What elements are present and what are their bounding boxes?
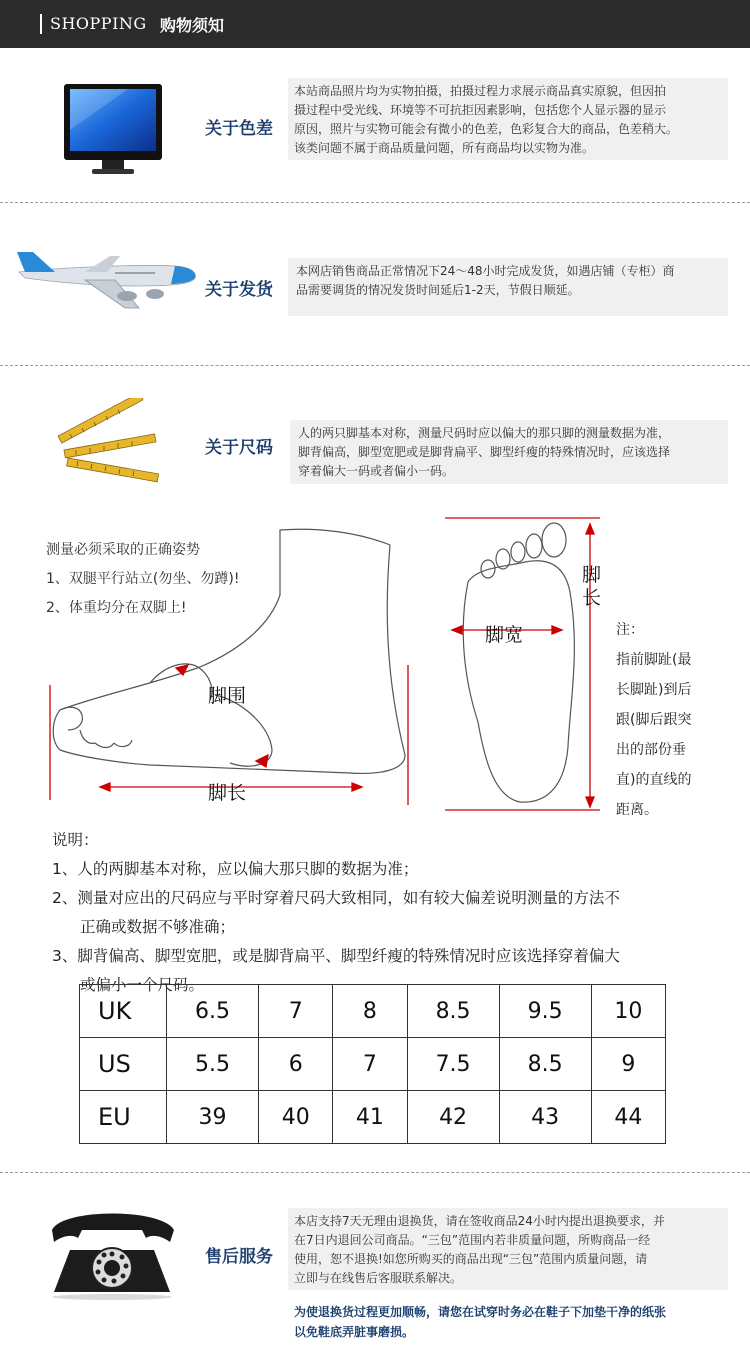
explain-line: 正确或数据不够准确； [80, 918, 236, 936]
table-cell: 8 [333, 985, 407, 1038]
explain-line: 3、脚背偏高、脚型宽肥，或是脚背扁平、脚型纤瘦的特殊情况时应该选择穿着偏大 [52, 947, 620, 965]
table-cell: 7 [259, 985, 333, 1038]
aftersales-note [294, 1302, 666, 1342]
measure-item: 1、双腿平行站立(勿坐、勿蹲)! [46, 571, 240, 587]
explain-line: 2、测量对应出的尺码应与平时穿着尺码大致相同，如有较大偏差说明测量的方法不 [52, 889, 620, 907]
text-line: 穿着偏大一码或者偏小一码。 [298, 464, 455, 478]
table-cell: 8.5 [407, 985, 499, 1038]
text-line: 使用，恕不退换!如您所购买的商品出现“三包”范围内质量问题，请 [294, 1252, 648, 1266]
measure-title: 测量必须采取的正确姿势 [46, 542, 200, 558]
foot-side-diagram [40, 525, 430, 815]
text-line: 本网店销售商品正常情况下24～48小时完成发货，如遇店铺（专柜）商 [296, 264, 675, 278]
note-line: 注： [616, 622, 644, 638]
table-cell: 9.5 [499, 985, 591, 1038]
table-cell: 6.5 [167, 985, 259, 1038]
divider [0, 365, 750, 366]
page-header [0, 0, 750, 48]
airplane-icon [15, 242, 200, 314]
divider [0, 202, 750, 203]
table-row-eu [80, 1091, 666, 1144]
note-line: 跟(脚后跟突 [616, 712, 692, 728]
text-line: 为使退换货过程更加顺畅，请您在试穿时务必在鞋子下加垫干净的纸张 [294, 1305, 667, 1319]
table-row-uk [80, 985, 666, 1038]
telephone-icon [42, 1200, 182, 1300]
folding-ruler-icon [50, 398, 160, 486]
section-text-color [294, 82, 734, 158]
label-length-vertical [582, 564, 601, 610]
size-explanation [52, 826, 722, 1000]
table-cell: 6 [259, 1038, 333, 1091]
label-char: 长 [582, 587, 602, 609]
table-cell: 44 [591, 1091, 665, 1144]
note-line: 直)的直线的 [616, 772, 692, 788]
note-line: 指前脚趾(最 [616, 652, 692, 668]
text-line: 该类问题不属于商品质量问题，所有商品均以实物为准。 [294, 141, 595, 155]
table-cell: 9 [591, 1038, 665, 1091]
text-line: 品需要调货的情况发货时间延后1-2天，节假日顺延。 [296, 283, 580, 297]
table-cell: 43 [499, 1091, 591, 1144]
table-cell: 39 [167, 1091, 259, 1144]
note-line: 出的部份垂 [616, 742, 686, 758]
label-girth: 脚围 [208, 685, 247, 707]
text-line: 本店支持7天无理由退换货，请在签收商品24小时内提出退换要求，并 [294, 1214, 665, 1228]
table-cell: 42 [407, 1091, 499, 1144]
table-row-label: US [80, 1038, 167, 1091]
size-chart-table [79, 984, 666, 1144]
section-text-aftersales [294, 1212, 734, 1288]
table-cell: 7.5 [407, 1038, 499, 1091]
table-cell: 7 [333, 1038, 407, 1091]
header-title-cn: 购物须知 [160, 16, 225, 35]
section-text-shipping [296, 262, 736, 300]
table-cell: 10 [591, 985, 665, 1038]
text-line: 以免鞋底弄脏事磨损。 [294, 1325, 415, 1339]
header-divider [40, 14, 42, 34]
text-line: 原因，照片与实物可能会有微小的色差，色彩复合大的商品，色差稍大。 [294, 122, 679, 136]
table-row-label: UK [80, 985, 167, 1038]
section-title-shipping: 关于发货 [205, 280, 273, 300]
explain-line: 或偏小一个尺码。 [80, 976, 205, 994]
divider [0, 1172, 750, 1173]
section-title-color: 关于色差 [205, 119, 273, 139]
text-line: 本站商品照片均为实物拍摄，拍摄过程力求展示商品真实原貌，但因拍 [294, 84, 667, 98]
table-row-us [80, 1038, 666, 1091]
section-text-size [298, 424, 738, 481]
explain-title: 说明： [52, 831, 99, 849]
text-line: 脚背偏高，脚型宽肥或是脚背扁平、脚型纤瘦的特殊情况时，应该选择 [298, 445, 671, 459]
explain-line: 1、人的两脚基本对称，应以偏大那只脚的数据为准； [52, 860, 419, 878]
section-title-size: 关于尺码 [205, 438, 273, 458]
table-cell: 5.5 [167, 1038, 259, 1091]
measure-item: 2、体重均分在双脚上! [46, 600, 187, 616]
foot-sole-diagram [440, 512, 600, 817]
label-char: 脚 [582, 564, 602, 586]
length-note [616, 615, 691, 825]
text-line: 摄过程中受光线、环境等不可抗拒因素影响，包括您个人显示器的显示 [294, 103, 667, 117]
header-title-en: SHOPPING [50, 14, 147, 33]
table-row-label: EU [80, 1091, 167, 1144]
label-width: 脚宽 [485, 624, 524, 646]
text-line: 人的两只脚基本对称，测量尺码时应以偏大的那只脚的测量数据为准， [298, 426, 671, 440]
note-line: 长脚趾)到后 [616, 682, 692, 698]
text-line: 在7日内退回公司商品。“三包”范围内若非质量问题，所购商品一经 [294, 1233, 651, 1247]
note-line: 距离。 [616, 802, 658, 818]
table-cell: 40 [259, 1091, 333, 1144]
monitor-icon [58, 80, 168, 180]
text-line: 立即与在线售后客服联系解决。 [294, 1271, 463, 1285]
section-title-aftersales: 售后服务 [205, 1247, 273, 1267]
label-length: 脚长 [208, 782, 247, 804]
table-cell: 8.5 [499, 1038, 591, 1091]
table-cell: 41 [333, 1091, 407, 1144]
